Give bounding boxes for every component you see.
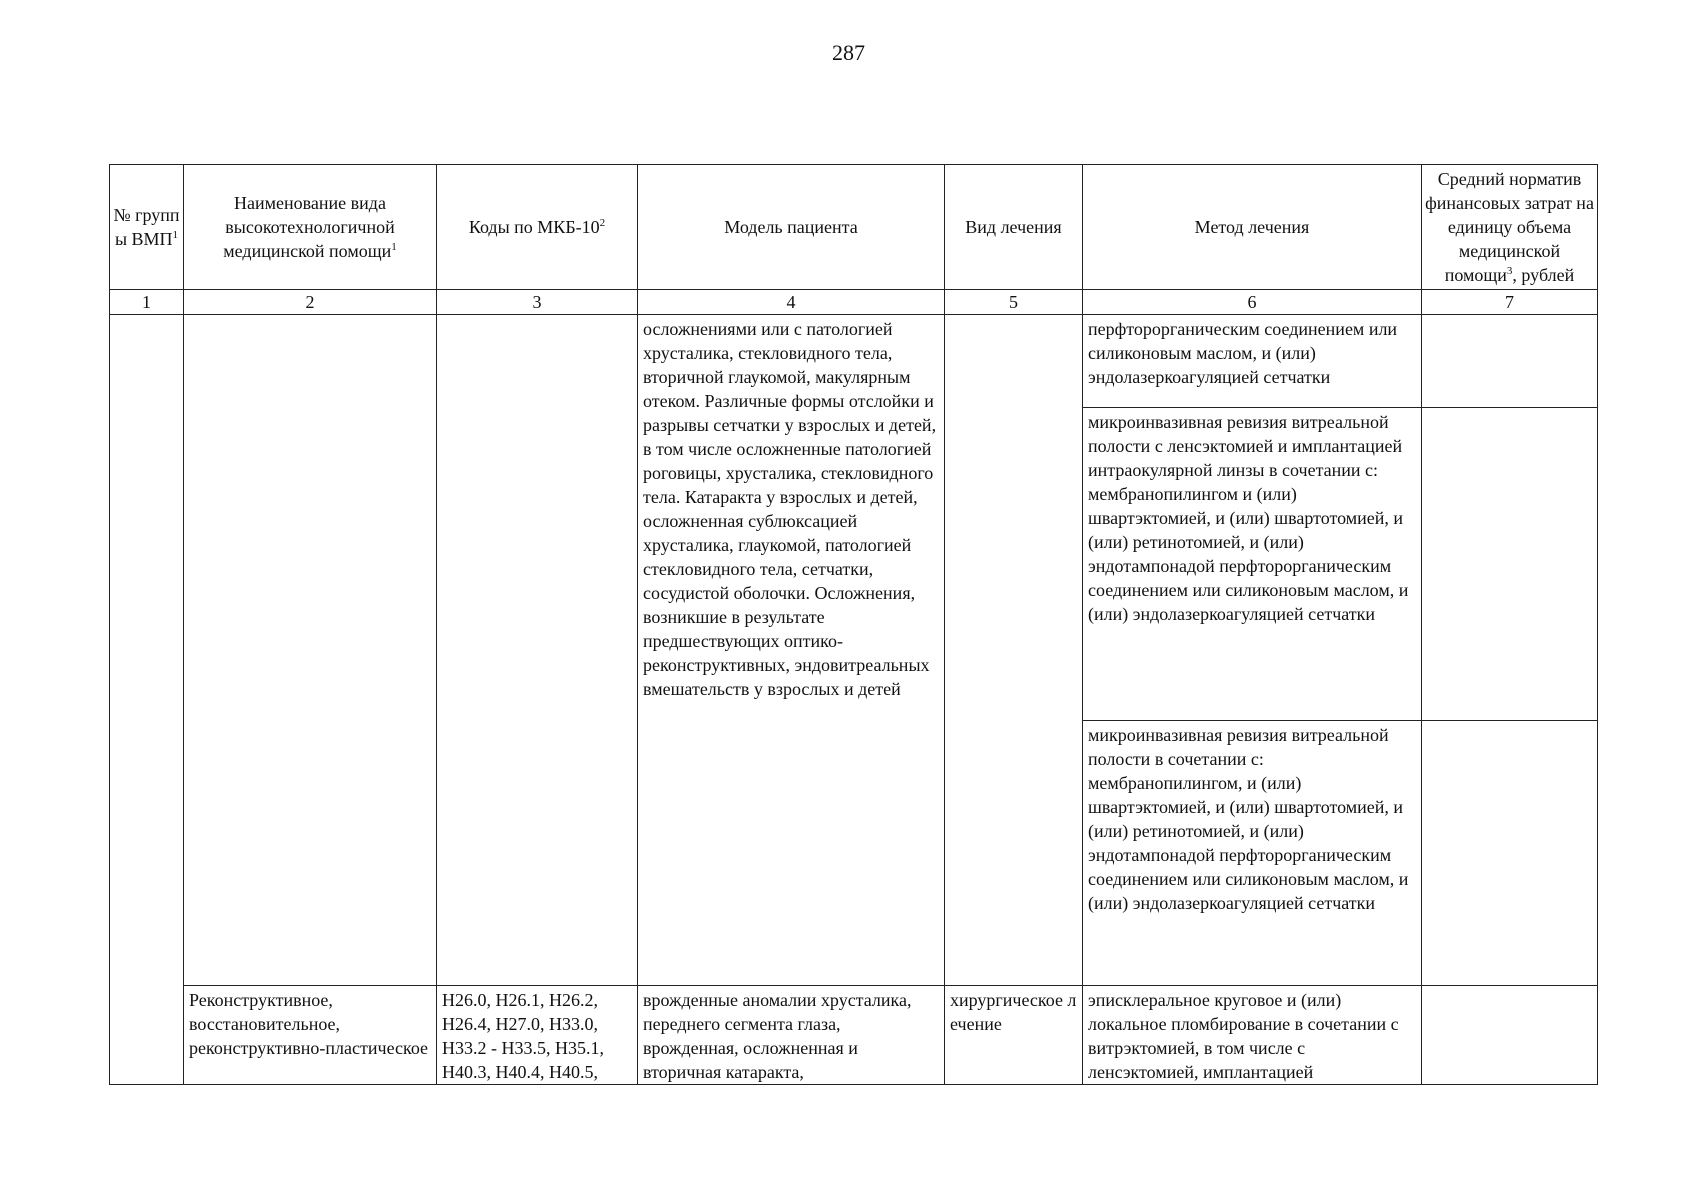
patient-model-cell: осложнениями или с патологией хрусталика, стекловидного тела, вторичной глаукомой, макулярным отеком. Различные формы отслойки и разрывы сетчатки у взрослых и детей, в том числе осложненные патологией роговицы, хрусталика, стекловидного тела. Катаракта у взрослых и детей, осложненная сублюксацией хрусталика, глаукомой, патологией стекловидного тела, сетчатки, сосудистой оболочки. Осложнения, возникшие в результате предшествующих оптико-реконструктивных, эндовитреальных вмешательств у взрослых и детей xyxy=(638,315,945,986)
column-number-row xyxy=(110,290,1598,315)
header-treatment-method: Метод лечения xyxy=(1083,165,1422,290)
icd-codes-cell xyxy=(437,315,638,986)
header-treatment-type: Вид лечения xyxy=(945,165,1083,290)
cost-cell xyxy=(1422,408,1598,721)
column-number: 7 xyxy=(1422,290,1598,315)
header-patient-model: Модель пациента xyxy=(638,165,945,290)
group-number-cell xyxy=(110,315,184,1085)
column-number: 5 xyxy=(945,290,1083,315)
column-number: 3 xyxy=(437,290,638,315)
treatment-type-cell xyxy=(945,315,1083,986)
page-number: 287 xyxy=(832,40,865,65)
treatment-method-cell: перфторорганическим соединением или силиконовым маслом, и (или) эндолазеркоагуляцией сетчатки xyxy=(1083,315,1422,408)
treatment-method-cell: микроинвазивная ревизия витреальной полости в сочетании с: мембранопилингом, и (или) швартэктомией, и (или) швартотомией, и (или) ретинотомией, и (или) эндотампонадой перфторорганическим соединением или силиконовым маслом, и (или) эндолазеркоагуляцией сетчатки xyxy=(1083,721,1422,986)
header-group-number: № групп ы ВМП$^1$ xyxy=(110,165,184,290)
care-type-cell: Реконструктивное, восстановительное, реконструктивно-пластическое xyxy=(184,986,437,1085)
column-number: 2 xyxy=(184,290,437,315)
patient-model-cell: врожденные аномалии хрусталика, переднего сегмента глаза, врожденная, осложненная и вторичная катаракта, xyxy=(638,986,945,1085)
treatment-method-cell: микроинвазивная ревизия витреальной полости с ленсэктомией и имплантацией интраокулярной линзы в сочетании с: мембранопилингом и (или) швартэктомией, и (или) швартотомией, и (или) ретинотомией, и (или) эндотампонадой перфторорганическим соединением или силиконовым маслом, и (или) эндолазеркоагуляцией сетчатки xyxy=(1083,408,1422,721)
icd-codes-cell: H26.0, H26.1, H26.2, H26.4, H27.0, H33.0, H33.2 - H33.5, H35.1, H40.3, H40.4, H40.5, xyxy=(437,986,638,1085)
cost-cell xyxy=(1422,315,1598,408)
cost-cell xyxy=(1422,986,1598,1085)
column-number: 6 xyxy=(1083,290,1422,315)
vmp-table xyxy=(109,164,1598,1085)
cost-cell xyxy=(1422,721,1598,986)
column-number: 4 xyxy=(638,290,945,315)
column-number: 1 xyxy=(110,290,184,315)
care-type-cell xyxy=(184,315,437,986)
header-row xyxy=(110,165,1598,290)
header-cost-standard: Средний норматив финансовых затрат на единицу объема медицинской помощи$^3$, рублей xyxy=(1422,165,1598,290)
header-icd-codes: Коды по МКБ-$10^2$ xyxy=(437,165,638,290)
treatment-method-cell: эписклеральное круговое и (или) локальное пломбирование в сочетании с витрэктомией, в том числе с ленсэктомией, имплантацией xyxy=(1083,986,1422,1085)
treatment-type-cell: хирургическое лечение xyxy=(945,986,1083,1085)
table-row xyxy=(110,315,1598,408)
table-row xyxy=(110,986,1598,1085)
header-care-type: Наименование вида высокотехнологичной медицинской помощи$^1$ xyxy=(184,165,437,290)
